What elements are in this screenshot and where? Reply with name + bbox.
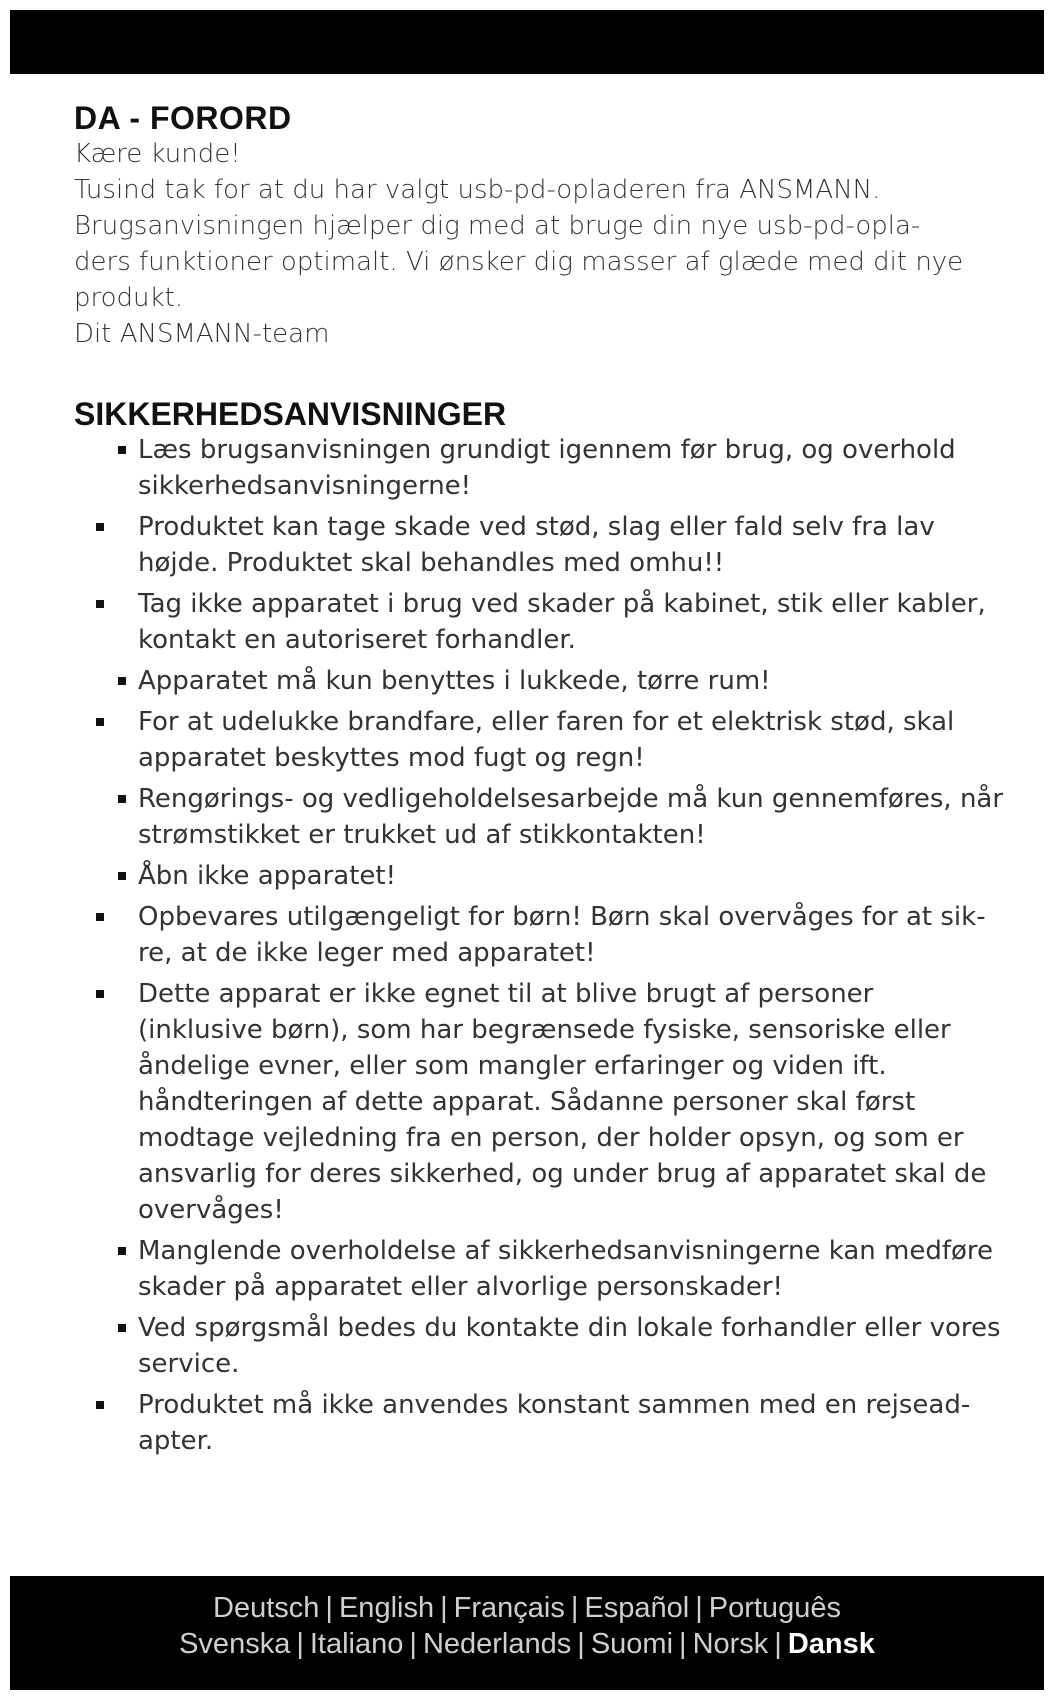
safety-item-text: Produktet kan tage skade ved stød, slag eller fald selv fra lav højde. Produktet skal behandles med omhu!! <box>138 512 935 578</box>
language-row-1 <box>10 1590 1044 1626</box>
lang-separator: | <box>679 1628 687 1660</box>
lang-link-nederlands[interactable]: Nederlands <box>422 1628 572 1660</box>
language-row-2 <box>10 1626 1044 1662</box>
safety-item-text: Produktet må ikke anvendes konstant sammen med en rejsead-apter. <box>138 1390 971 1456</box>
lang-link-francais[interactable]: Français <box>453 1592 565 1624</box>
lang-link-deutsch[interactable]: Deutsch <box>213 1592 320 1624</box>
safety-item <box>74 509 1004 581</box>
lang-separator: | <box>570 1592 579 1624</box>
lang-separator: | <box>296 1628 304 1660</box>
safety-item <box>74 1233 1004 1305</box>
safety-item-text: Manglende overholdelse af sikkerhedsanvisningerne kan medføre skader på apparatet eller alvorlige personskader! <box>138 1236 994 1302</box>
lang-separator: | <box>774 1628 782 1660</box>
safety-item-text: Læs brugsanvisningen grundigt igennem før brug, og overhold sikkerhedsanvisningerne! <box>138 435 956 501</box>
lang-separator: | <box>577 1628 585 1660</box>
safety-item <box>74 781 1004 853</box>
bullet-icon <box>118 795 126 803</box>
safety-item-text: Ved spørgsmål bedes du kontakte din lokale forhandler eller vores service. <box>138 1313 1001 1379</box>
safety-list <box>74 432 1004 1459</box>
bullet-icon <box>96 523 104 531</box>
bullet-icon <box>96 600 104 608</box>
safety-item <box>74 976 1004 1228</box>
bullet-icon <box>118 872 126 880</box>
language-bar <box>10 1576 1044 1690</box>
safety-item <box>74 704 1004 776</box>
bullet-icon <box>118 677 126 685</box>
lang-separator: | <box>409 1628 417 1660</box>
safety-item <box>74 1387 1004 1459</box>
bullet-icon <box>118 1324 126 1332</box>
safety-heading: SIKKERHEDSANVISNINGER <box>74 396 507 432</box>
bullet-icon <box>118 1247 126 1255</box>
top-black-bar <box>10 10 1044 74</box>
safety-item <box>74 899 1004 971</box>
bullet-icon <box>96 718 104 726</box>
safety-item-text: Rengørings- og vedligeholdelsesarbejde må kun gennemføres, når strømstikket er trukket ud af stikkontakten! <box>138 784 1004 850</box>
safety-item <box>74 432 1004 504</box>
lang-link-italiano[interactable]: Italiano <box>309 1628 404 1660</box>
lang-separator: | <box>440 1592 448 1624</box>
lang-link-norsk[interactable]: Norsk <box>692 1628 769 1660</box>
lang-separator: | <box>325 1592 333 1624</box>
lang-link-suomi[interactable]: Suomi <box>590 1628 674 1660</box>
safety-item-text: Opbevares utilgængeligt for børn! Børn skal overvåges for at sik-re, at de ikke leger med apparatet! <box>138 902 986 968</box>
foreword-line: Dit ANSMANN-team <box>74 319 330 349</box>
safety-item <box>74 663 1004 699</box>
safety-item-text: For at udelukke brandfare, eller faren for et elektrisk stød, skal apparatet beskyttes mod fugt og regn! <box>138 707 955 773</box>
lang-link-espanol[interactable]: Español <box>584 1592 690 1624</box>
bullet-icon <box>96 913 104 921</box>
document-content <box>74 100 1004 1464</box>
lang-link-dansk-active[interactable]: Dansk <box>787 1628 875 1660</box>
safety-item-text: Dette apparat er ikke egnet til at blive brugt af personer (inklusive børn), som har begrænsede fysiske, sensoriske eller åndelige evner, eller som mangler erfaringer og viden ift. håndteringen af dette apparat. Sådanne personer skal først modtage vejledning fra en person, der holder opsyn, og som er ansvarlig for deres sikkerhed, og under brug af apparatet skal de overvåges! <box>138 979 987 1225</box>
safety-item <box>74 858 1004 894</box>
safety-item-text: Åbn ikke apparatet! <box>138 861 397 891</box>
bullet-icon <box>118 446 126 454</box>
lang-link-portugues[interactable]: Português <box>708 1592 841 1624</box>
lang-link-english[interactable]: English <box>338 1592 435 1624</box>
foreword-line: Kære kunde! <box>74 139 241 169</box>
foreword-line: ders funktioner optimalt. Vi ønsker dig masser af glæde med dit nye <box>74 247 964 277</box>
lang-link-svenska[interactable]: Svenska <box>179 1628 291 1660</box>
foreword-line: produkt. <box>74 283 184 313</box>
bullet-icon <box>96 1401 104 1409</box>
safety-item-text: Tag ikke apparatet i brug ved skader på kabinet, stik eller kabler, kontakt en autoriseret forhandler. <box>138 589 986 655</box>
safety-item <box>74 1310 1004 1382</box>
foreword-heading: DA - FORORD <box>74 100 292 136</box>
foreword-text <box>74 136 1004 352</box>
foreword-line: Brugsanvisningen hjælper dig med at bruge din nye usb-pd-opla- <box>74 211 921 241</box>
safety-item-text: Apparatet må kun benyttes i lukkede, tørre rum! <box>138 666 771 696</box>
foreword-line: Tusind tak for at du har valgt usb-pd-opladeren fra ANSMANN. <box>74 175 881 205</box>
bullet-icon <box>96 990 104 998</box>
safety-item <box>74 586 1004 658</box>
lang-separator: | <box>695 1592 703 1624</box>
